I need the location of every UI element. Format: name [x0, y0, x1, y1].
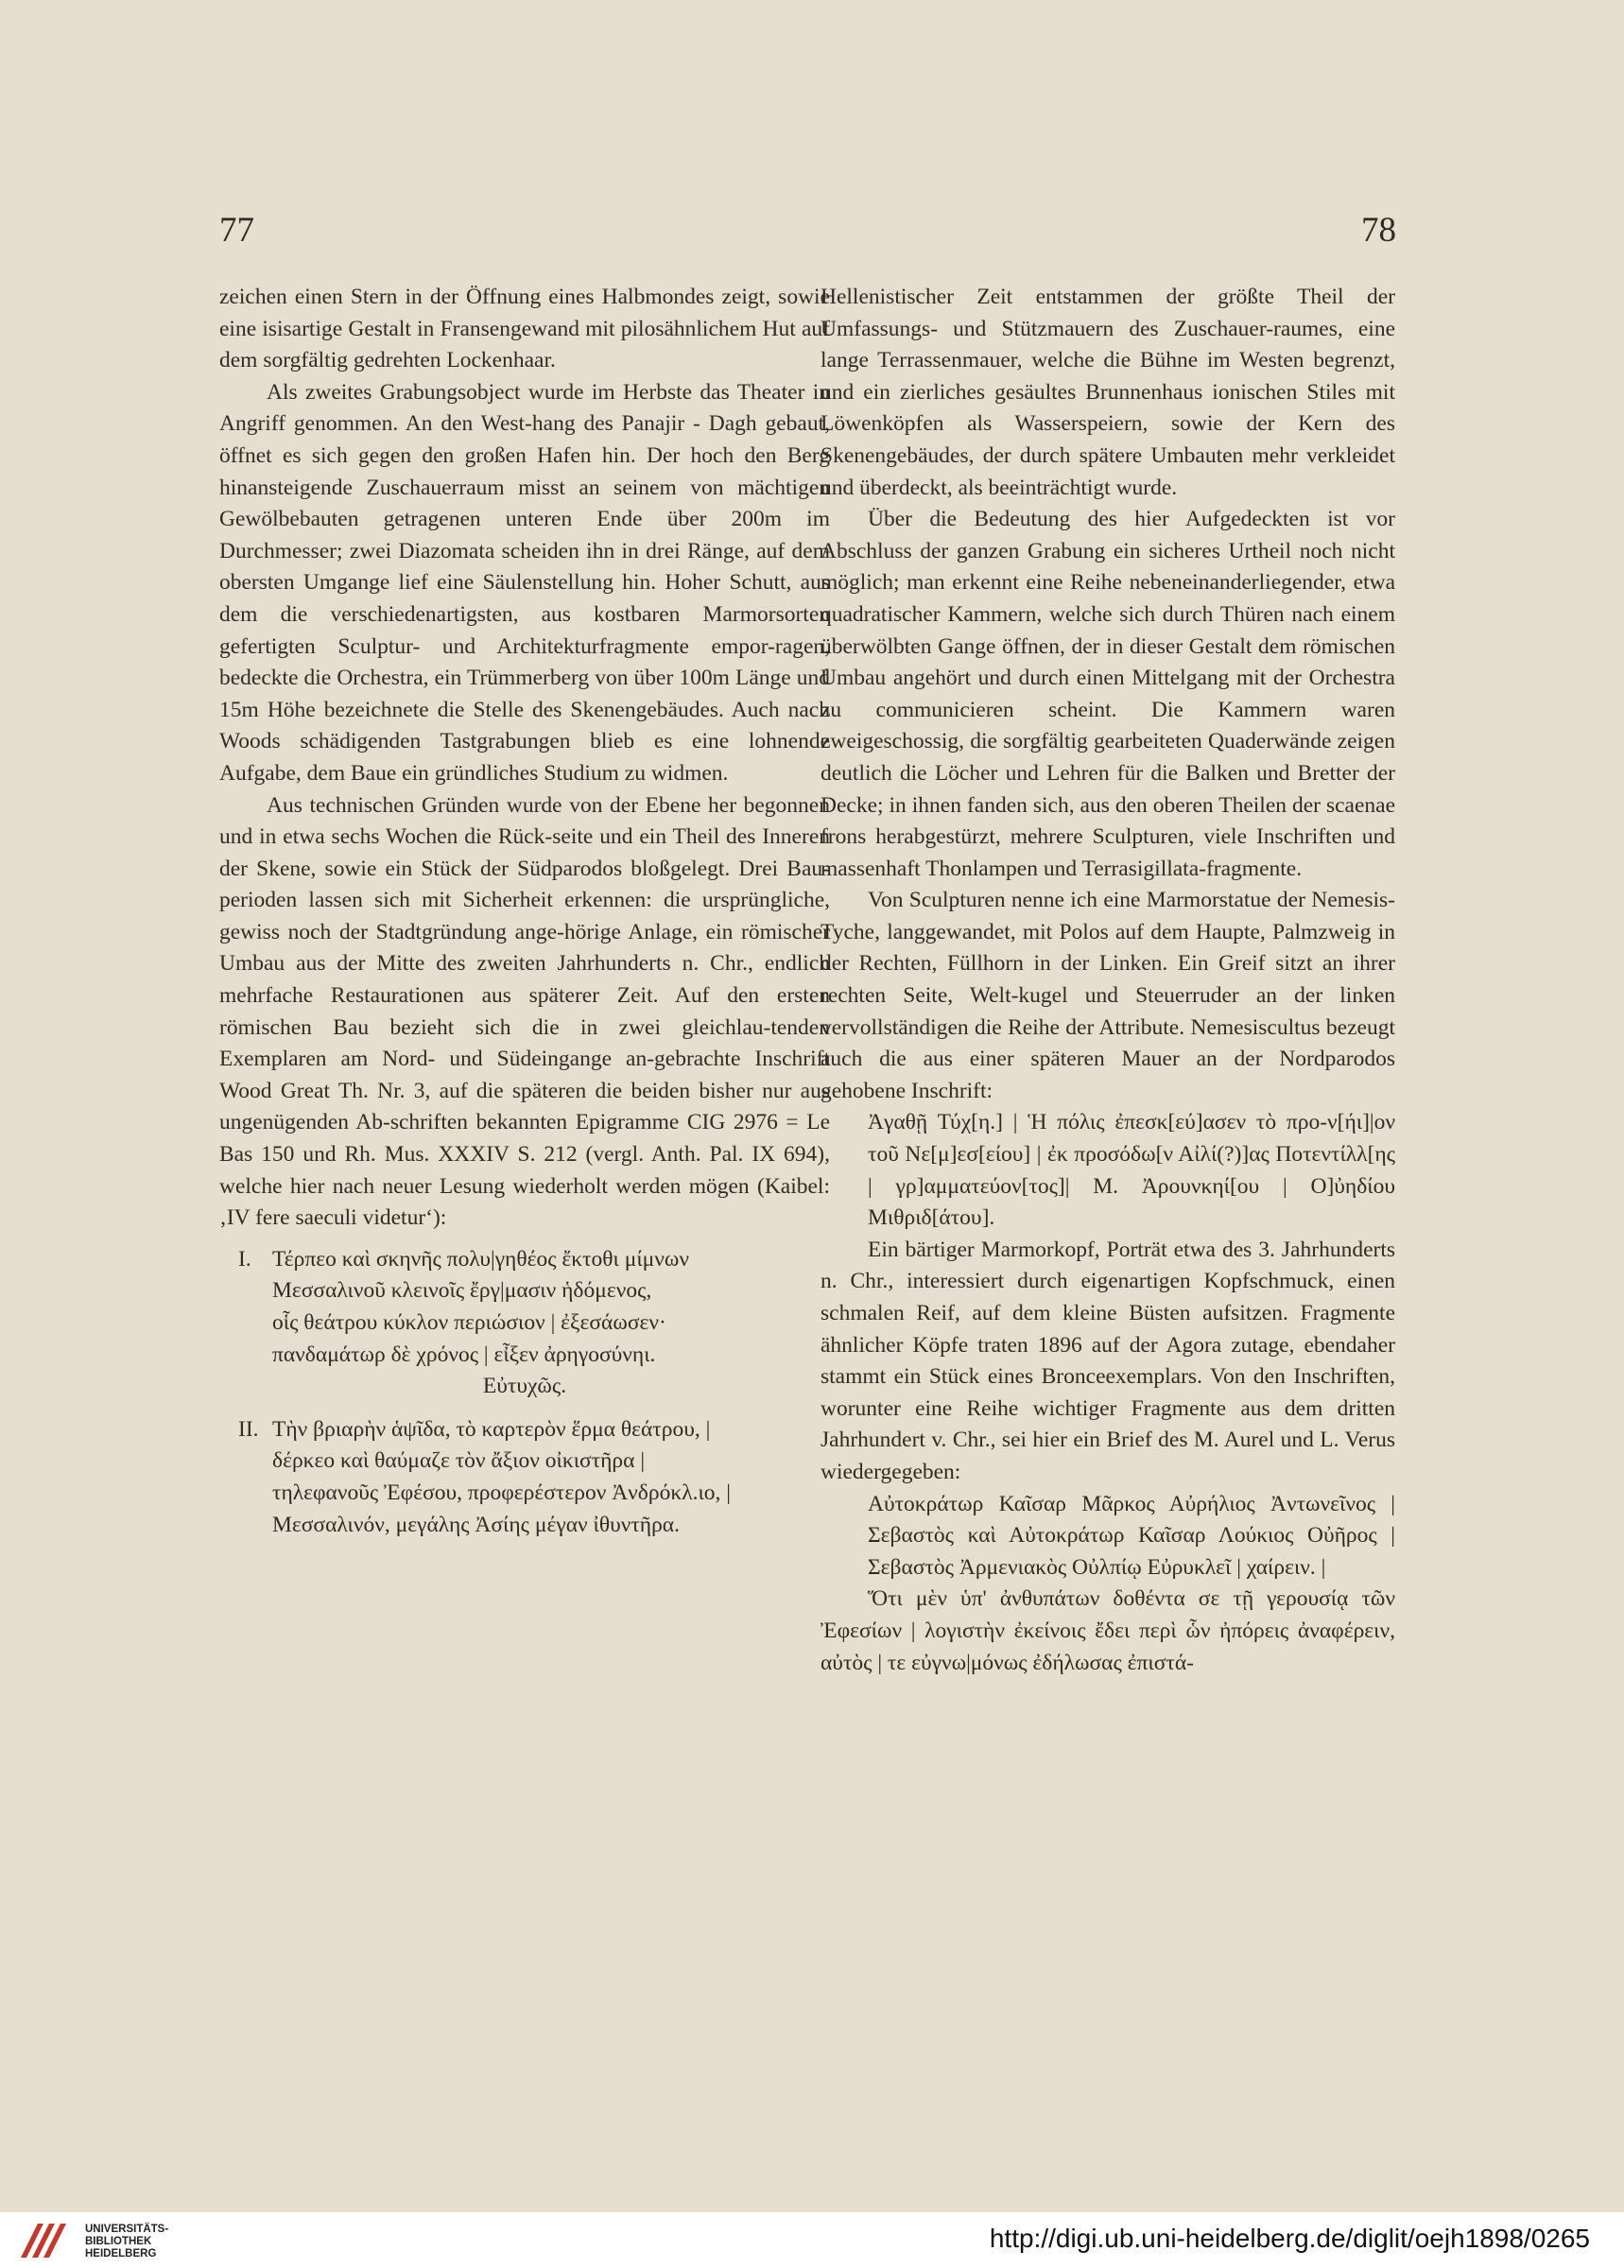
right-paragraph-2: Über die Bedeutung des hier Aufgedeckten ist vor Abschluss der ganzen Grabung ein sicheres Urtheil noch nicht möglich; man erkennt eine Reihe nebeneinanderliegender, etwa quadratischer Kammern, welche sich durch Thüren nach einem überwölbten Gange öffnen, der in dieser Gestalt dem römischen Umbau angehört und durch einen Mittelgang mit der Orchestra zu communicieren scheint. Die Kammern waren zweigeschossig, die sorgfältig gearbeiteten Quaderwände zeigen deutlich die Löcher und Lehren für die Balken und Bretter der Decke; in ihnen fanden sich, aus den oberen Theilen der scaenae frons herabgestürzt, mehrere Sculpturen, viele Inschriften und massenhaft Thonlampen und Terrasigillata-fragmente.: [821, 507, 1395, 881]
epigram-1-line-3: οἷς θεάτρου κύκλον περιώσιον | ἐξεσάωσεν·: [272, 1310, 666, 1335]
page-number-right: 78: [1361, 211, 1396, 250]
page-number-left: 77: [219, 211, 254, 250]
left-paragraph-3: Aus technischen Gründen wurde von der Ebene her begonnen und in etwa sechs Wochen die Rück-seite und ein Theil des Inneren der Skene, sowie ein Stück der Südparodos bloßgelegt. Drei Bau-perioden lassen sich mit Sicherheit erkennen: die ursprüngliche, gewiss noch der Stadtgründung ange-hörige Anlage, ein römischer Umbau aus der Mitte des zweiten Jahrhunderts n. Chr., endlich mehrfache Restaurationen aus späterer Zeit. Auf den ersten römischen Bau bezieht sich die in zwei gleichlau-tenden Exemplaren am Nord- und Südeingange an-gebrachte Inschrift Wood Great Th. Nr. 3, auf die späteren die beiden bisher nur aus ungenügenden Ab-schriften bekannten Epigramme CIG 2976 = Le Bas 150 und Rh. Mus. XXXIV S. 212 (vergl. Anth. Pal. IX 694), welche hier nach neuer Lesung wiederholt werden mögen (Kaibel: ‚IV fere saeculi videtur‘):: [219, 792, 830, 1231]
epigram-1-line-1: I. Τέρπεο καὶ σκηνῆς πολυ|γηθέος ἔκτοθι μίμνων: [219, 1244, 830, 1276]
left-paragraph-1: zeichen einen Stern in der Öffnung eines Halbmondes zeigt, sowie eine isisartige Gestalt in Fransengewand mit pilosähnlichem Hut auf dem sorgfältig gedrehten Lockenhaar.: [219, 285, 830, 373]
epigram-2: [219, 1414, 830, 1541]
library-name[interactable]: [85, 2224, 168, 2260]
epigram-2-number: II.: [238, 1416, 259, 1442]
left-paragraph-2: Als zweites Grabungsobject wurde im Herbste das Theater in Angriff genommen. An den West-hang des Panajir - Dagh gebaut, öffnet es sich gegen den großen Hafen hin. Der hoch den Berg hinansteigende Zuschauerraum misst an seinem von mächtigen Gewölbebauten getragenen unteren Ende über 200m im Durchmesser; zwei Diazomata scheiden ihn in drei Ränge, auf dem obersten Umgange lief eine Säulenstellung hin. Hoher Schutt, aus dem die verschiedenartigsten, aus kostbaren Marmorsorten gefertigten Sculptur- und Architekturfragmente empor-ragen, bedeckte die Orchestra, ein Trümmerberg von über 100m Länge und 15m Höhe bezeichnete die Stelle des Skenengebäudes. Auch nach Woods schädigenden Tastgrabungen blieb es eine lohnende Aufgabe, dem Baue ein gründliches Studium zu widmen.: [219, 379, 830, 786]
imperial-letter-heading: Αὐτοκράτωρ Καῖσαρ Μᾶρκος Αὐρήλιος Ἀντωνεῖνος | Σεβαστὸς καὶ Αὐτοκράτωρ Καῖσαρ Λούκιος Οὐῆρος | Σεβαστὸς Ἀρμενιακὸς Οὐλπίῳ Εὐρυκλεῖ | χαίρειν. |: [868, 1491, 1395, 1580]
library-name-line-3: HEIDELBERG: [85, 2248, 157, 2259]
epigram-1: [219, 1244, 830, 1403]
footer-bar: [0, 2212, 1624, 2268]
nemesis-inscription: Ἀγαθῇ Τύχ[η.] | Ἡ πόλις ἐπεσκ[εύ]ασεν τὸ προ-ν[ήι]|ον τοῦ Νε[μ]εσ[είου] | ἐκ προσόδω[ν Αἰλί(?)]ας Ποτεντίλλ[ης | γρ]αμματεύον[τος]| Μ. Ἀρουνκηί[ου | Ο]ὐηδίου Μιθριδ[άτου].: [868, 1110, 1395, 1231]
epigram-1-line-4: πανδαμάτωρ δὲ χρόνος | εἶξεν ἀρηγοσύνηι.: [272, 1342, 656, 1367]
library-name-line-2: BIBLIOTHEK: [85, 2236, 152, 2247]
right-paragraph-3: Von Sculpturen nenne ich eine Marmorstatue der Nemesis-Tyche, langgewandet, mit Polos auf dem Haupte, Palmzweig in der Rechten, Füllhorn in der Linken. Ein Greif sitzt an ihrer rechten Seite, Welt-kugel und Steuerruder an der linken vervollständigen die Reihe der Attribute. Nemesiscultus bezeugt auch die aus einer späteren Mauer an der Nordparodos gehobene Inschrift:: [821, 888, 1395, 1103]
right-paragraph-4: Ein bärtiger Marmorkopf, Porträt etwa des 3. Jahrhunderts n. Chr., interessiert durch eigenartigen Kopfschmuck, einen schmalen Reif, auf dem kleine Büsten aufsitzen. Fragmente ähnlicher Köpfe traten 1896 auf der Agora zutage, ebendaher stammt ein Stück eines Bronceexemplars. Von den Inschriften, worunter eine Reihe wichtiger Fragmente aus dem dritten Jahrhundert v. Chr., sei hier ein Brief des M. Aurel und L. Verus wiedergegeben:: [821, 1237, 1395, 1484]
right-column: [821, 282, 1395, 1679]
library-logo-icon[interactable]: [17, 2220, 72, 2261]
imperial-letter-body: Ὅτι μὲν ὑπ' ἀνθυπάτων δοθέντα σε τῇ γερουσίᾳ τῶν Ἐφεσίων | λογιστὴν ἐκείνοις ἔδει περὶ ὧν ἠπόρεις ἀναφέρειν, αὐτὸς | τε εὐγνω|μόνως ἐδήλωσας ἐπιστά-: [821, 1586, 1395, 1675]
epigram-1-line-2: Μεσσαλινοῦ κλεινοῖς ἔργ|μασιν ἡδόμενος,: [272, 1278, 652, 1304]
epigram-2-line-4: Μεσσαλινόν, μεγάλης Ἀσίης μέγαν ἰθυντῆρα.: [272, 1512, 680, 1537]
epigram-2-line-2: δέρκεο καὶ θαύμαζε τὸν ἄξιον οἰκιστῆρα |: [272, 1448, 646, 1474]
library-name-line-1: UNIVERSITÄTS-: [85, 2224, 169, 2235]
epigram-2-line-3: τηλεφανοῦς Ἐφέσου, προφερέστερον Ἀνδρόκλ.ιο, |: [272, 1480, 731, 1505]
right-paragraph-1: Hellenistischer Zeit entstammen der größte Theil der Umfassungs- und Stützmauern des Zuschauer-raumes, eine lange Terrassenmauer, welche die Bühne im Westen begrenzt, und ein zierliches gesäultes Brunnenhaus ionischen Stiles mit Löwenköpfen als Wasserspeiern, sowie der Kern des Skenengebäudes, der durch spätere Umbauten mehr verkleidet und überdeckt, als beeinträchtigt wurde.: [821, 285, 1395, 500]
epigram-2-line-1: II. Τὴν βριαρὴν ἁψῖδα, τὸ καρτερὸν ἕρμα θεάτρου, |: [219, 1414, 830, 1446]
epigram-1-number: I.: [238, 1246, 251, 1272]
left-column: [219, 282, 830, 1541]
permalink-url[interactable]: http://digi.ub.uni-heidelberg.de/diglit/oejh1898/0265: [989, 2224, 1590, 2253]
epigram-1-closing: Εὐτυχῶς.: [482, 1374, 567, 1399]
